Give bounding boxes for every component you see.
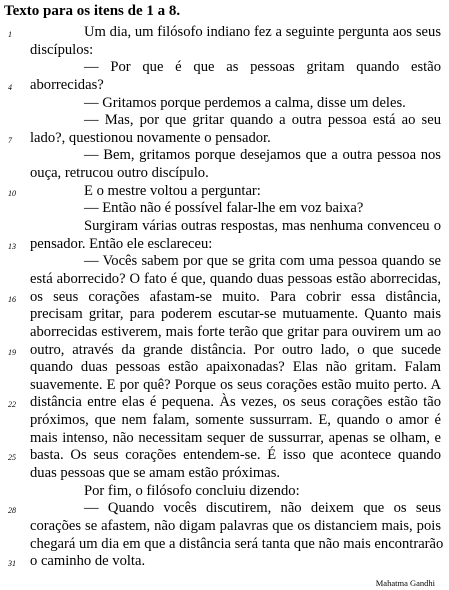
line-text: suavemente. E por quê? Porque os seus corações estão muito perto. A (30, 376, 441, 393)
passage-line (0, 394, 449, 412)
line-text: — Quando vocês discutirem, não deixem que os seus (84, 500, 441, 517)
line-text: — Vocês sabem por que se grita com uma pessoa quando se (84, 253, 441, 270)
passage-line (0, 500, 449, 518)
passage-line (0, 24, 449, 42)
line-text: — Por que é que as pessoas gritam quando estão (84, 59, 441, 76)
line-number: 16 (8, 294, 16, 304)
line-number: 28 (8, 506, 16, 516)
passage-line (0, 483, 449, 501)
passage-line (0, 430, 449, 448)
passage-line (0, 112, 449, 130)
passage-line (0, 518, 449, 536)
line-text: duas pessoas que se amam estão próximas. (30, 465, 281, 482)
passage-line (0, 218, 449, 236)
line-text: — Bem, gritamos porque desejamos que a outra pessoa nos (84, 147, 441, 164)
line-text: Um dia, um filósofo indiano fez a seguinte pergunta aos seus (84, 24, 441, 40)
line-number: 4 (8, 82, 12, 92)
passage-line (0, 412, 449, 430)
passage-line (0, 147, 449, 165)
line-text: outro, através da grande distância. Por outro lado, o que sucede (30, 341, 441, 358)
passage-line (0, 183, 449, 201)
line-text: pensador. Então ele esclareceu: (30, 235, 213, 252)
line-text: chegará um dia em que a distância será tanta que não mais encontrarão (30, 535, 444, 552)
passage-line (0, 289, 449, 307)
line-text: Surgiram várias outras respostas, mas nenhuma convenceu o (84, 218, 441, 235)
passage-line (0, 165, 449, 183)
passage-line (0, 200, 449, 218)
line-number: 1 (8, 30, 12, 39)
line-text: ouça, retrucou outro discípulo. (30, 165, 209, 182)
line-text: — Gritamos porque perdemos a calma, disse um deles. (84, 94, 406, 111)
line-number: 19 (8, 347, 16, 357)
line-text: próximos, que nem falam, somente sussurram. E, quando o amor é (30, 412, 441, 429)
line-number: 7 (8, 135, 12, 145)
passage-line (0, 465, 449, 483)
passage-line (0, 95, 449, 113)
line-text: corações se afastem, não digam palavras que os distanciem mais, pois (30, 517, 441, 534)
passage-heading: Texto para os itens de 1 a 8. (4, 3, 181, 19)
line-text: distância entre elas é pequena. Às vezes, os seus corações estão tão (30, 394, 441, 411)
line-text: — Mas, por que gritar quando a outra pessoa está ao seu (84, 112, 441, 129)
line-number: 10 (8, 188, 16, 198)
passage-line (0, 324, 449, 342)
passage-line (0, 536, 449, 554)
line-text: E o mestre voltou a perguntar: (84, 182, 261, 199)
passage-line (0, 253, 449, 271)
line-text: os seus corações afastam-se muito. Para cobrir essa distância, (30, 288, 441, 305)
passage-line (0, 236, 449, 254)
line-text: lado?, questionou novamente o pensador. (30, 129, 271, 146)
line-text: Por fim, o filósofo concluiu dizendo: (84, 482, 300, 499)
passage-line (0, 59, 449, 77)
passage-line (0, 42, 449, 60)
line-number: 13 (8, 241, 16, 251)
line-text: mais intenso, não necessitam sequer de sussurrar, apenas se olham, e (30, 429, 441, 446)
author-credit: Mahatma Gandhi (375, 578, 435, 588)
passage-line (0, 447, 449, 465)
passage-line (0, 130, 449, 148)
line-number: 22 (8, 400, 16, 410)
passage-line (0, 359, 449, 377)
line-number: 31 (8, 559, 16, 569)
line-text: está aborrecido? O fato é que, quando duas pessoas estão aborrecidas, (30, 270, 441, 287)
line-text: discípulos: (30, 41, 94, 58)
passage-line (0, 306, 449, 324)
line-text: quando duas pessoas estão apaixonadas? Elas não gritam. Falam (30, 359, 441, 376)
line-number: 25 (8, 453, 16, 463)
passage-line (0, 377, 449, 395)
passage-text (0, 24, 449, 571)
line-text: o caminho de volta. (30, 553, 146, 570)
passage-line (0, 271, 449, 289)
line-text: aborrecidas? (30, 76, 104, 93)
line-text: precisam gritar, para poderem escutar-se mutuamente. Quanto mais (30, 306, 441, 323)
line-text: basta. Os seus corações entendem-se. É isso que acontece quando (30, 447, 441, 464)
passage-line (0, 342, 449, 360)
passage-line (0, 553, 449, 571)
line-text: — Então não é possível falar-lhe em voz baixa? (84, 200, 364, 217)
passage-line (0, 77, 449, 95)
line-text: aborrecidas estiverem, mais forte terão que gritar para ouvirem um ao (30, 323, 441, 340)
